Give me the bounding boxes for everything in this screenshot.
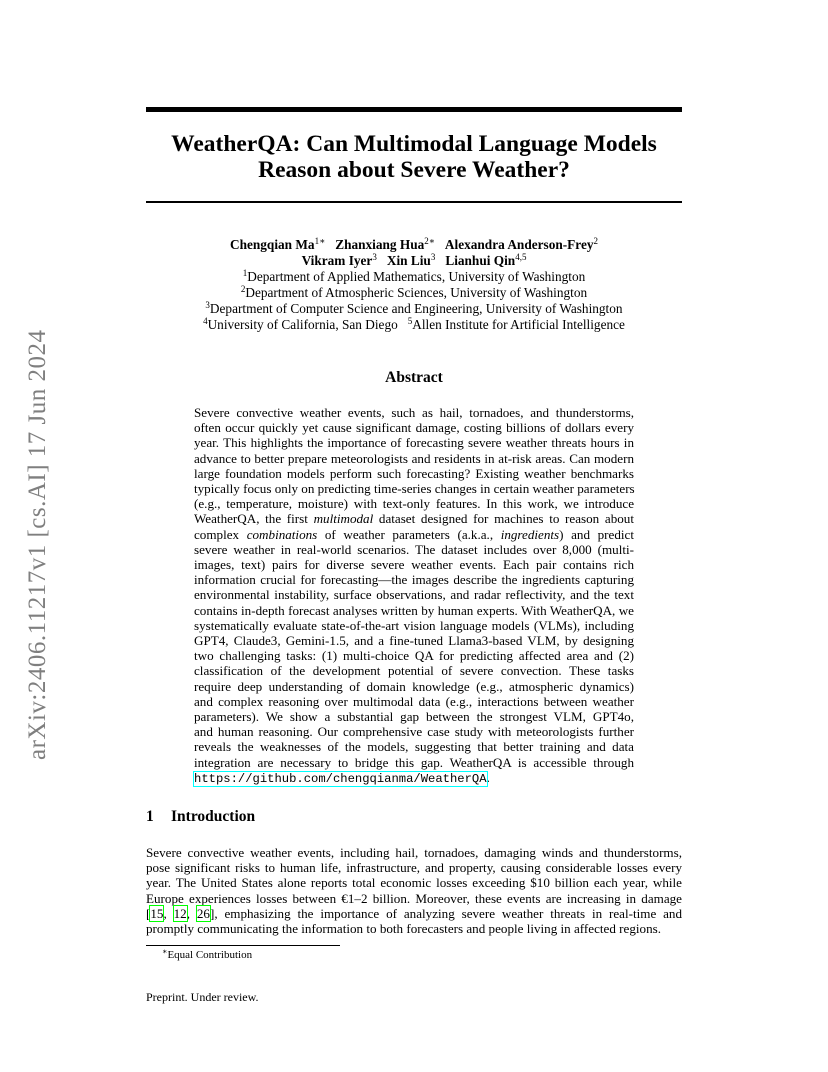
author-sup: 2∗ [424,236,435,246]
abstract-body [194,405,634,787]
title-line-1: WeatherQA: Can Multimodal Language Models [171,131,657,157]
abstract-line: severe weather in real-world scenarios. The dataset includes over 8,000 (multi- [194,541,634,557]
author-sup: 1∗ [314,236,326,246]
abstract-line: require deep understanding of domain knowledge (e.g., atmospheric dynamics) [194,678,634,694]
abstract-heading: Abstract [385,369,443,386]
author-sup: 4,5 [515,252,527,262]
author-row-2 [146,253,682,269]
author-name: Vikram Iyer [301,253,373,268]
abstract-line: information crucial for forecasting—the images describe the ingredients capturing [194,572,634,588]
introduction-body [146,845,682,936]
section-number: 1 [146,808,154,825]
abstract-line: integration are necessary to bridge this gap. WeatherQA is accessible through [194,754,634,770]
affiliation: $^2$Department of Atmospheric Sciences, University of Washington [240,284,588,300]
footnote-rule [146,945,340,946]
preprint-notice: Preprint. Under review. [146,990,259,1004]
abstract-line: complex combinations of weather parameters (a.k.a., ingredients) and predict [194,526,634,542]
section-heading-introduction [146,808,255,826]
title-bottom-rule [146,201,682,203]
emphasis: ingredients [500,526,560,542]
intro-line: promptly communicating the information to both forecasters and people living in affected regions. [146,921,662,937]
author-sup: 2 [593,236,599,246]
emphasis: combinations [246,526,318,542]
abstract-line: year. This highlights the importance of forecasting severe weather threats hours in [194,435,634,451]
intro-line: Europe experiences losses between €1–2 billion. Moreover, these events are increasing in damage [146,890,682,906]
title-line-2: Reason about Severe Weather? [258,157,570,183]
arxiv-stamp: arXiv:2406.11217v1 [cs.AI] 17 Jun 2024 [24,329,51,760]
affiliation: $^3$Department of Computer Science and Engineering, University of Washington [205,300,623,316]
intro-line: pose significant risks to human life, infrastructure, and property, causing considerable losses every [146,860,682,876]
abstract-line: WeatherQA, the first multimodal dataset designed for machines to reason about [194,511,634,527]
section-title: Introduction [171,808,256,825]
author-block [146,237,682,333]
abstract-line: https://github.com/chengqianma/WeatherQA. [194,769,490,786]
author-row-1 [146,237,682,253]
github-link[interactable]: https://github.com/chengqianma/WeatherQA [194,771,487,786]
intro-line: Severe convective weather events, including hail, tornadoes, damaging winds and thunderstorms, [146,845,682,860]
abstract-line: advance to better prepare meteorologists and residents in at-risk areas. Can modern [194,450,634,466]
emphasis: multimodal [313,511,374,527]
citation-link[interactable]: 26 [196,905,210,921]
author-name: Zhanxiang Hua [335,237,425,252]
abstract-line: Severe convective weather events, such as hail, tornadoes, and thunderstorms, [194,405,634,420]
abstract-line: GPT4, Claude3, Gemini-1.5, and a fine-tuned Llama3-based VLM, by designing [194,633,634,649]
intro-line: year. The United States alone reports total economic losses exceeding $10 billion each year, while [146,875,682,891]
footnote: ∗Equal Contribution [162,947,253,961]
intro-line: [15, 12, 26], emphasizing the importance of analyzing severe weather threats in real-time and [146,905,683,921]
abstract-line: typically focus only on predicting time-series changes in certain weather parameters [194,481,635,497]
abstract-line: classification of the development potential of severe convection. These tasks [194,663,634,679]
author-name: Xin Liu [386,253,431,268]
citation-link[interactable]: 15 [150,905,164,921]
abstract-line: environmental instability, surface observations, and radar reflectivity, and the text [194,587,634,603]
author-sup: 3 [430,252,436,262]
author-sup: 3 [372,252,377,262]
affiliation: $^4$University of California, San Diego $^5$Allen Institute for Artificial Intelligence [203,316,625,332]
abstract-line: systematically evaluate state-of-the-art vision language models (VLMs), including [194,617,634,633]
abstract-line: often occur quickly yet cause significant damage, costing billions of dollars every [194,420,634,436]
citation-link[interactable]: 12 [173,905,187,921]
abstract-line: two challenging tasks: (1) multi-choice QA for predicting affected area and (2) [194,648,634,664]
author-name: Lianhui Qin [445,253,516,268]
paper-title [146,131,682,183]
author-name: Alexandra Anderson-Frey [444,237,594,252]
abstract-line: and human reasoning. Our comprehensive case study with meteorologists further [194,724,634,740]
abstract-line: reveals the weaknesses of the models, suggesting that better training and data [194,739,634,755]
abstract-line: and complex reasoning over multimodal data (e.g., interactions between weather [194,693,634,709]
abstract-line: parameters). We show a substantial gap between the strongest VLM, GPT4o, [194,709,634,725]
author-name: Chengqian Ma [229,237,315,252]
abstract-line: (e.g., temperature, moisture) with text-only features. In this work, we introduce [194,496,634,512]
abstract-line: large foundation models perform such forecasting? Existing weather benchmarks [194,465,634,481]
abstract-line: images, text) pairs for diverse severe weather events. Each pair contains rich [194,557,634,573]
title-top-rule [146,107,682,112]
affiliation: $^1$Department of Applied Mathematics, University of Washington [242,268,586,284]
abstract-line: contains in-depth forecast analyses written by human experts. With WeatherQA, we [194,602,634,618]
